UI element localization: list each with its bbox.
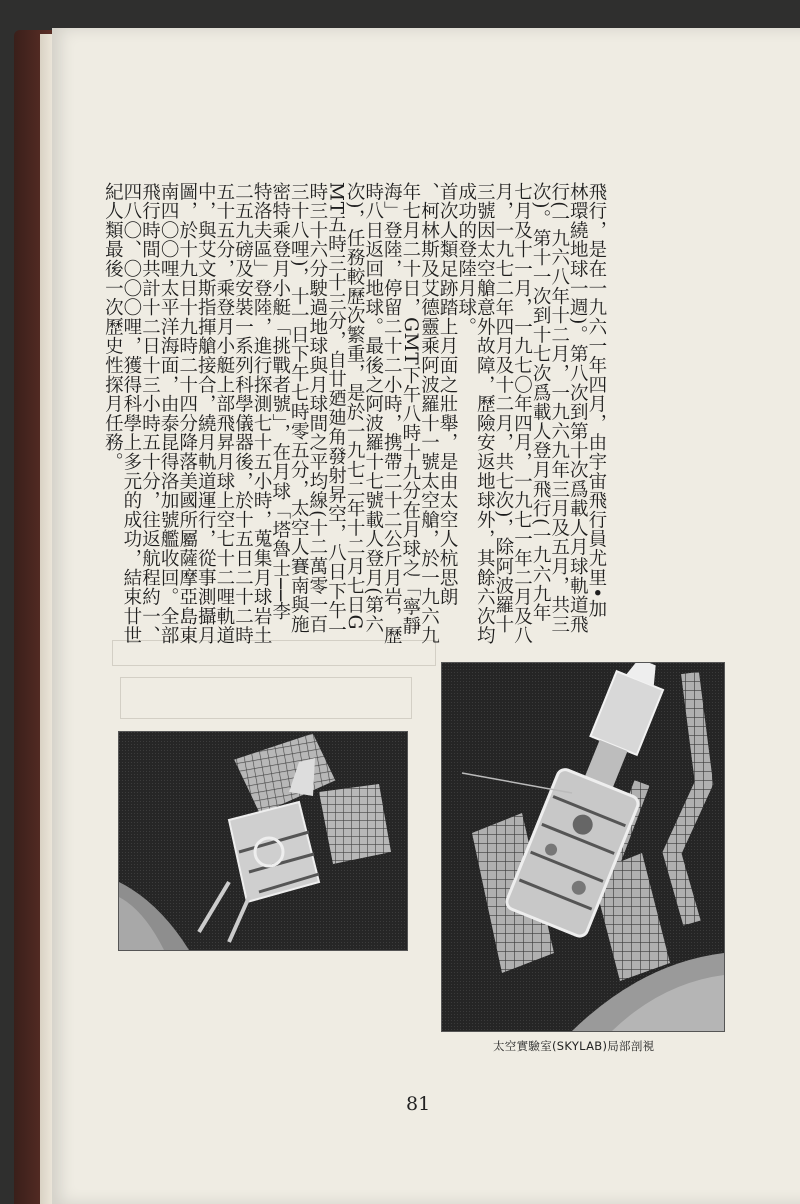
text-column: 成功的登陸月球。 [455,182,477,337]
figure-caption: 太空實驗室(SKYLAB)局部剖視 [493,1039,655,1053]
text-column: 行(一九六八年十二月，一九六九年三月及五月，共三 [548,182,570,634]
figure-skylab-cutaway [441,662,725,1032]
text-column: 、柯林斯及艾德靈乘阿波羅十一號太空艙，於一九六九 [418,182,440,646]
space-station-illustration [119,732,407,950]
text-column: 密特乘登月小艇「挑戰者號」，在月球「塔魯士──李 [269,182,291,622]
text-column: 特洛夫區」登陸，進行探測七十五小時，蒐集月球岩土 [251,182,273,646]
text-column: 紀人類最後一次歷史性探月任務。 [102,182,124,472]
text-column: 飛行時間共計十二日十三小時五十分，往返航程約一、 [139,182,161,646]
text-column: 圖，於十九日十九時二十四分降落美國所屬薩摩亞島東 [176,182,198,646]
figure-space-station [118,731,408,951]
text-column: 飛行，是在一九六一年四月，由宇宙飛行員尤里•加 [585,182,607,619]
text-column: 二五九磅及安裝一系列科學儀器後，於十五日二十二時 [232,182,254,646]
skylab-illustration [442,663,724,1031]
text-column: 時八日返回地球。最後之阿波羅十七號載人登月(第六 [362,182,384,634]
text-column: 海」登陸，停留二十二小時，携帶二十二公斤月岩，歷 [381,182,403,646]
show-through-left [120,677,412,719]
text-column: 南四〇〇哩太平洋海面，由泰昆得洛加號艦收回。全部 [158,182,180,646]
text-column: 五十五分，乘登月小艇上部飛昇月球上空七十二哩軌道 [213,182,235,646]
text-column: 三號因太空艙意外故障，歷險安返地球外，其餘六次均 [474,182,496,646]
text-column: MT五時三十三分，自廿廼廸角發射昇空，八日下午一 [325,182,347,640]
text-column: 林環繞地球一週)。第八次到第十次爲載人月球軌道飛 [567,182,589,634]
text-column: 時三十六分駛過地球與月球間之平均線(十二萬零一百 [306,182,328,634]
text-column: 首次人類足跡踏上月面之壯舉，是由太空人杭思朗 [437,182,459,607]
page-number: 81 [406,1093,431,1115]
text-column: 中，與艾文斯指揮艙接合，繞月軌道運行，從事測攝月 [195,182,217,646]
text-column: 七月及十一月，一九七〇年四月，一九七一年二月及八 [511,182,533,646]
text-column: 年七月二十日，GMT下午八時十九分在月球之「寧靜 [399,182,421,636]
text-column: 次)，任務較歷次繁重，是於一九七二年十二月七日G [344,182,366,631]
text-column: 三十八哩)，十一日下午七時零五分，太空人賽南與施 [288,182,310,634]
text-column: 月，一九七二年四月及十二月，共七次)，除阿波羅十 [492,182,514,634]
text-column: 四八〇、〇〇〇哩，獲得科學上多元的成功，結束廿世 [120,182,142,646]
vertical-text-block [102,182,607,646]
text-column: 次)。第十一次到十七次爲載人登月飛行(一九六九年 [530,182,552,623]
